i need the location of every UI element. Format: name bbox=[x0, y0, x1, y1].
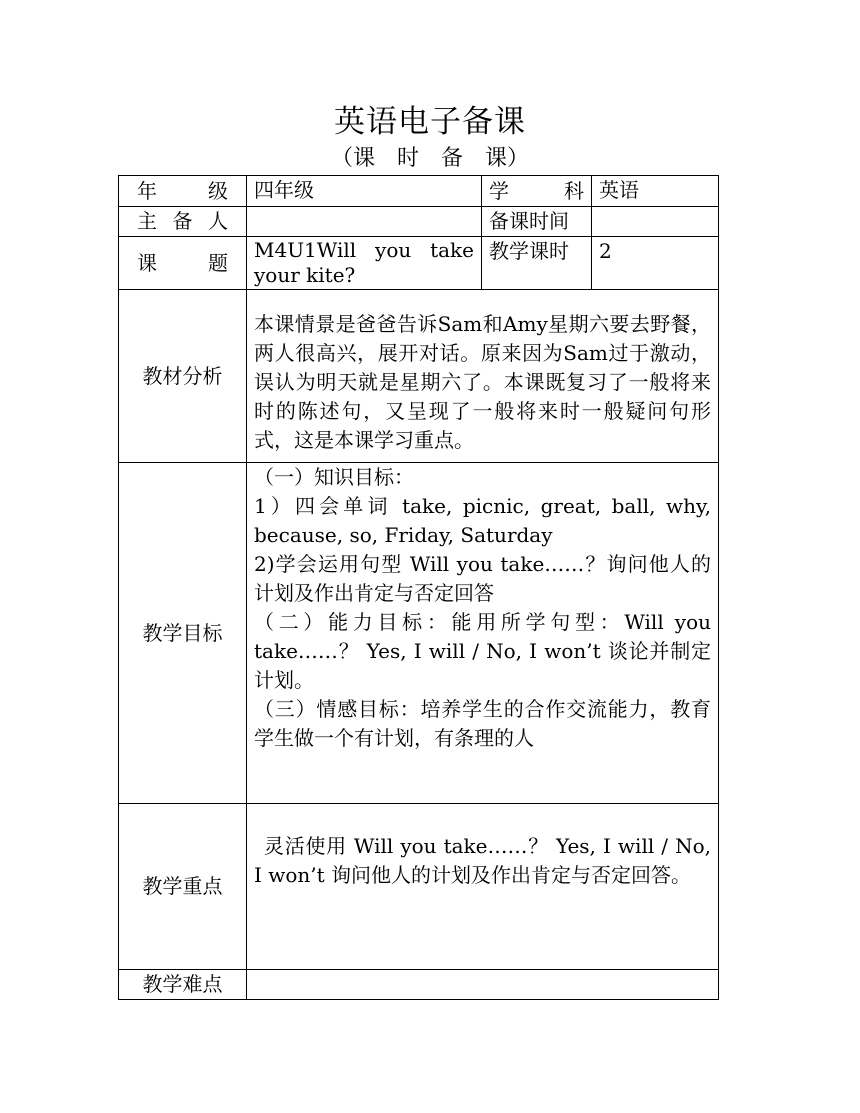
objectives-line: （三）情感目标：培养学生的合作交流能力，教育学生做一个有计划，有条理的人 bbox=[254, 697, 711, 750]
table-row bbox=[119, 970, 719, 1000]
preparer-label: 主 备 人 bbox=[119, 207, 247, 237]
difficulties-label: 教学难点 bbox=[119, 970, 247, 1000]
table-row bbox=[119, 463, 719, 804]
prep-time-label: 备课时间 bbox=[482, 207, 592, 237]
table-row bbox=[119, 290, 719, 463]
table-row bbox=[119, 207, 719, 237]
periods-label: 教学课时 bbox=[482, 237, 592, 290]
grade-value: 四年级 bbox=[247, 176, 482, 207]
objectives-line: 1）四会单词 take, picnic, great, ball, why, because, so, Friday, Saturday bbox=[254, 494, 711, 547]
preparer-value bbox=[247, 207, 482, 237]
objectives-cell bbox=[247, 463, 719, 804]
table-row bbox=[119, 176, 719, 207]
objectives-line: 2)学会运用句型 Will you take……？询问他人的计划及作出肯定与否定回答 bbox=[254, 552, 711, 605]
analysis-text: 本课情景是爸爸告诉Sam和Amy星期六要去野餐，两人很高兴，展开对话。原来因为Sam过于激动，误认为明天就是星期六了。本课既复习了一般将来时的陈述句，又呈现了一般将来时一般疑问句形式，这是本课学习重点。 bbox=[247, 290, 719, 463]
periods-value: 2 bbox=[592, 237, 719, 290]
objectives-label: 教学目标 bbox=[119, 463, 247, 804]
table-row bbox=[119, 804, 719, 970]
prep-time-value bbox=[592, 207, 719, 237]
analysis-label: 教材分析 bbox=[119, 290, 247, 463]
table-row bbox=[119, 237, 719, 290]
subject-value: 英语 bbox=[592, 176, 719, 207]
subject-label: 学 科 bbox=[482, 176, 592, 207]
grade-label: 年 级 bbox=[119, 176, 247, 207]
key-points-text: 灵活使用 Will you take……？ Yes, I will / No, I won’t 询问他人的计划及作出肯定与否定回答。 bbox=[247, 804, 719, 970]
page-title: 英语电子备课 bbox=[334, 104, 526, 140]
key-points-label: 教学重点 bbox=[119, 804, 247, 970]
lesson-plan-table bbox=[118, 175, 719, 1000]
objectives-line: （二）能力目标：能用所学句型：Will you take……？ Yes, I will / No, I won’t 谈论并制定计划。 bbox=[254, 610, 711, 692]
page-subtitle: （课 时 备 课） bbox=[330, 146, 529, 171]
objectives-line: （一）知识目标： bbox=[254, 465, 414, 489]
difficulties-text bbox=[247, 970, 719, 1000]
topic-value: M4U1Will you take your kite? bbox=[247, 237, 482, 290]
topic-label: 课 题 bbox=[119, 237, 247, 290]
